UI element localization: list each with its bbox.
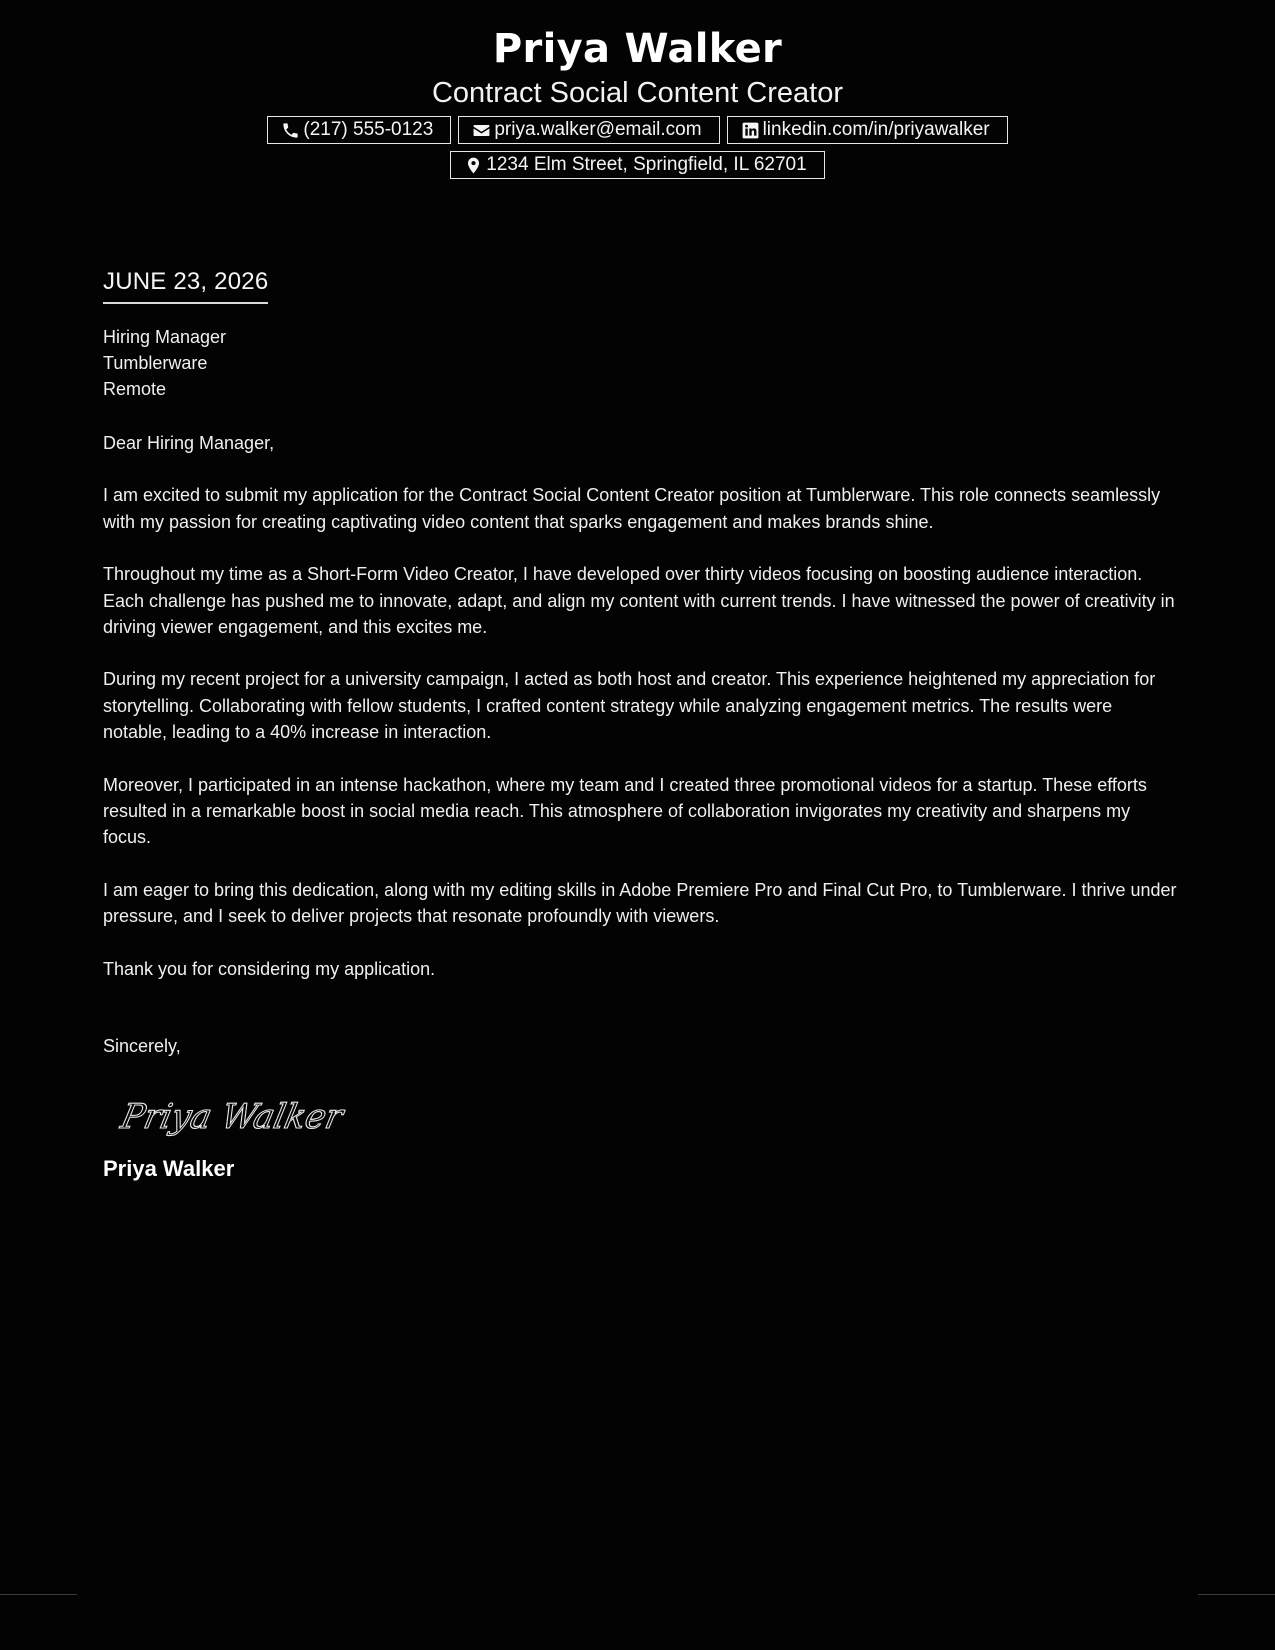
applicant-title: Contract Social Content Creator (431, 77, 844, 109)
letter-body (103, 262, 1178, 1182)
recipient-company: Tumblerware (103, 353, 208, 373)
footer-divider-right (1198, 1594, 1275, 1595)
paragraph: Throughout my time as a Short-Form Video Creator, I have developed over thirty videos focusing on boosting audience interaction. Each challenge has pushed me to innovate, adapt, and align my content with current trends. I have witnessed the power of creativity in driving viewer engagement, and this excites me. (103, 564, 1175, 638)
contact-linkedin[interactable] (727, 116, 1008, 144)
paragraph: I am excited to submit my application for the Contract Social Content Creator position at Tumblerware. This role connects seamlessly with my passion for creating captivating video content that sparks engagement and makes brands shine. (103, 485, 1161, 532)
paragraph: Moreover, I participated in an intense hackathon, where my team and I created three promotional videos for a startup. These efforts resulted in a remarkable boost in social media reach. This atmosphere of collaboration invigorates my creativity and sharpens my focus. (103, 774, 1147, 848)
handwritten-signature (117, 1092, 1178, 1142)
phone-text: (217) 555-0123 (303, 119, 434, 140)
recipient-location: Remote (103, 379, 167, 399)
linkedin-icon (741, 121, 760, 140)
linkedin-text: linkedin.com/in/priyawalker (762, 119, 990, 140)
letter-header (0, 22, 1275, 179)
contact-address[interactable] (450, 151, 824, 179)
address-text: 1234 Elm Street, Springfield, IL 62701 (486, 154, 807, 175)
contact-email[interactable] (458, 116, 719, 144)
recipient-name: Hiring Manager (103, 327, 227, 347)
closing: Sincerely, (103, 1036, 181, 1057)
envelope-icon (472, 121, 491, 140)
phone-icon (281, 121, 300, 140)
recipient-block (103, 324, 1178, 402)
map-marker-icon (464, 156, 483, 175)
letter-date: JUNE 23, 2026 (103, 262, 268, 304)
paragraph: I am eager to bring this dedication, along with my editing skills in Adobe Premiere Pro and Final Cut Pro, to Tumblerware. I thrive under pressure, and I seek to deliver projects that resonate profoundly with viewers. (103, 879, 1177, 927)
signature-text: Priya Walker (117, 1096, 347, 1137)
footer-divider-left (0, 1594, 77, 1595)
signer-name: Priya Walker (103, 1155, 235, 1181)
email-text: priya.walker@email.com (494, 119, 702, 140)
contact-row (0, 116, 1275, 144)
salutation: Dear Hiring Manager, (103, 433, 275, 453)
paragraph: During my recent project for a university campaign, I acted as both host and creator. This experience heightened my appreciation for storytelling. Collaborating with fellow students, I crafted content strategy while analyzing engagement metrics. The results were notable, leading to a 40% increase in interaction. (103, 669, 1156, 743)
contact-row-address (0, 151, 1275, 179)
paragraph: Thank you for considering my application. (103, 958, 436, 979)
contact-phone[interactable] (267, 116, 451, 144)
applicant-name: Priya Walker (492, 26, 783, 72)
